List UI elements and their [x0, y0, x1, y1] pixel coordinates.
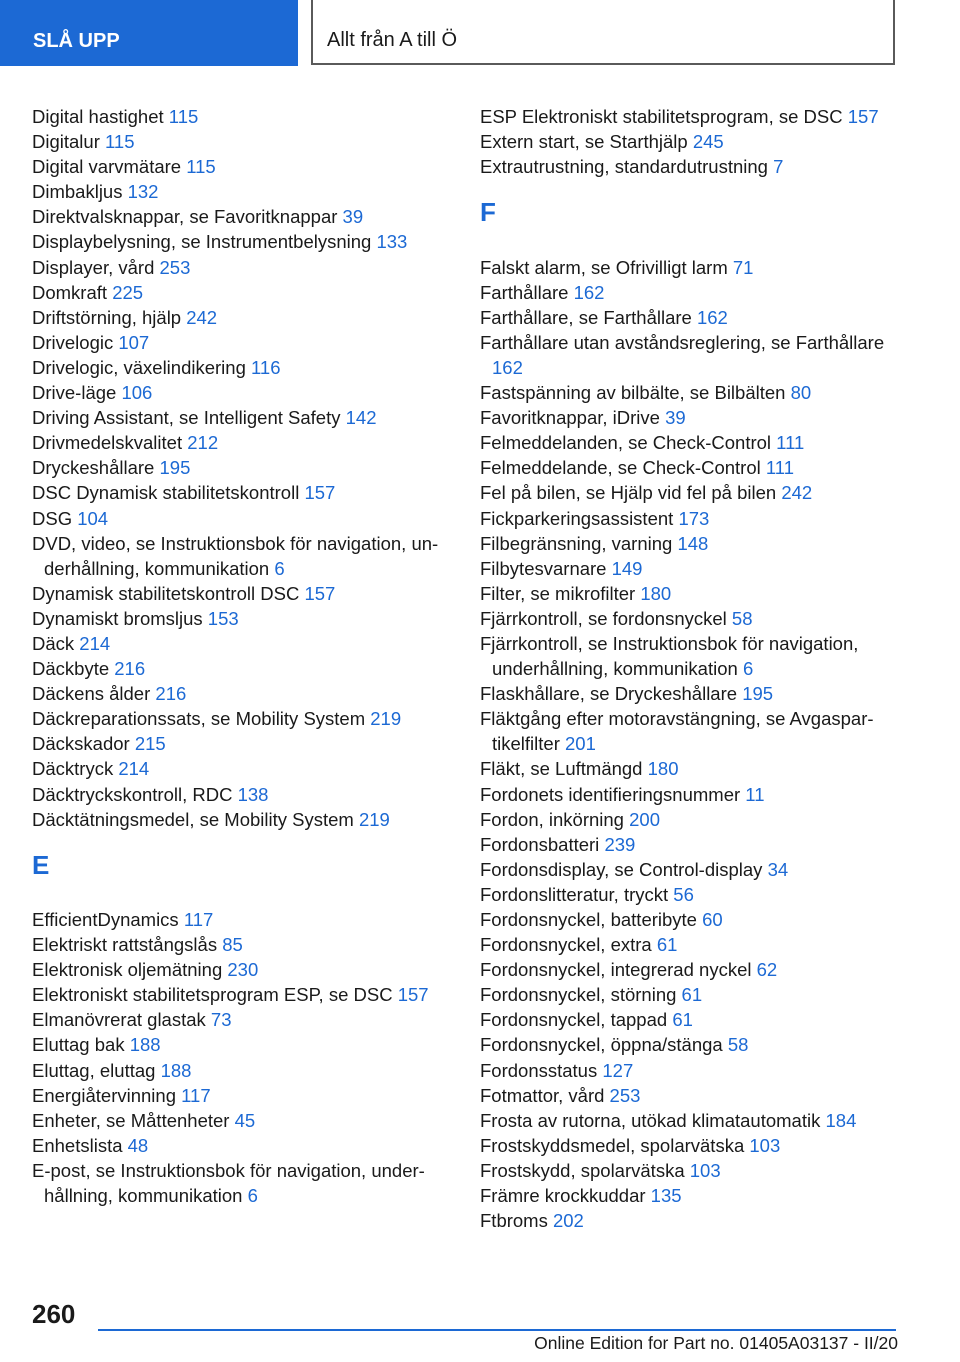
- index-page-link[interactable]: 6: [742, 658, 754, 680]
- index-page-link[interactable]: 116: [251, 356, 281, 378]
- index-entry-text: Fordonsnyckel, extra: [480, 934, 652, 956]
- index-entry: [32, 305, 462, 330]
- index-entry: [480, 455, 900, 480]
- index-entry: [32, 380, 462, 405]
- index-entry: [480, 1007, 900, 1032]
- index-entry: [32, 606, 462, 631]
- index-entry: [480, 1158, 900, 1183]
- index-page-link[interactable]: 225: [112, 281, 144, 303]
- index-entry-text: Fordonsnyckel, öppna/stänga: [480, 1034, 723, 1056]
- index-entry-text: Filbegränsning, varning: [480, 532, 673, 554]
- index-entry-text: Eluttag bak: [32, 1034, 125, 1056]
- index-letter: F: [480, 197, 496, 228]
- index-entry-text: Filbytesvarnare: [480, 557, 607, 579]
- index-entry: [32, 581, 462, 606]
- index-entry: [480, 957, 900, 982]
- index-entry: [32, 957, 462, 982]
- index-entry-text: Fel på bilen, se Hjälp vid fel på bilen: [480, 482, 777, 504]
- index-entry-text: Fjärrkontroll, se fordonsnyckel: [480, 607, 727, 629]
- index-letter-heading: [480, 179, 900, 254]
- index-entry: [32, 932, 462, 957]
- index-entry-text: Digitalur: [32, 131, 100, 153]
- index-page-link[interactable]: 73: [210, 1009, 232, 1031]
- index-entry: [32, 631, 462, 656]
- index-page-link[interactable]: 127: [602, 1059, 634, 1081]
- index-entry: [32, 480, 462, 505]
- index-page-link[interactable]: 184: [825, 1109, 857, 1131]
- index-page-link[interactable]: 6: [247, 1185, 258, 1207]
- index-entry: [480, 1208, 900, 1233]
- index-entry-text: DSG: [32, 507, 73, 529]
- index-column-left: [32, 104, 462, 1208]
- index-entry: [32, 982, 462, 1007]
- index-page-link[interactable]: 162: [696, 306, 728, 328]
- index-page-link[interactable]: 201: [565, 733, 596, 755]
- index-entry-text: Elmanövrerat glastak: [32, 1009, 206, 1031]
- index-page-link[interactable]: 61: [656, 934, 678, 956]
- index-page-link[interactable]: 71: [732, 256, 754, 278]
- index-entry-text: Fordonsdisplay, se Control-display: [480, 858, 763, 880]
- index-page-link[interactable]: 219: [370, 708, 402, 730]
- index-entry: [32, 204, 462, 229]
- index-page-link[interactable]: 239: [604, 833, 636, 855]
- footer-divider: [98, 1329, 896, 1331]
- index-entry-text: Däckbyte: [32, 658, 110, 680]
- index-page-link[interactable]: 62: [756, 959, 778, 981]
- index-entry: [480, 330, 900, 380]
- index-page-link[interactable]: 117: [181, 1084, 211, 1106]
- index-entry: [32, 405, 462, 430]
- index-entry-text: Falskt alarm, se Ofrivilligt larm: [480, 256, 728, 278]
- index-letter: E: [32, 849, 50, 880]
- index-entry-text: Fjärrkontroll, se Instruktionsbok för navigation, underhållning, kommunikation: [480, 632, 859, 680]
- index-entry: [32, 455, 462, 480]
- index-entry: [480, 1108, 900, 1133]
- index-page-link[interactable]: 111: [765, 457, 794, 479]
- index-entry: [480, 631, 900, 681]
- index-page-link[interactable]: 39: [665, 407, 686, 429]
- index-entry-text: Fastspänning av bilbälte, se Bilbälten: [480, 382, 786, 404]
- index-entry: [480, 756, 900, 781]
- index-entry-text: Fordonsbatteri: [480, 833, 600, 855]
- index-page-link[interactable]: 60: [702, 909, 723, 931]
- index-page-link[interactable]: 188: [160, 1059, 192, 1081]
- index-entry: [480, 1083, 900, 1108]
- index-entry: [32, 1058, 462, 1083]
- index-entry-text: Digital hastighet: [32, 106, 164, 127]
- index-page-link[interactable]: 115: [186, 156, 216, 178]
- index-page-link[interactable]: 162: [573, 281, 605, 303]
- index-entry-text: DVD, video, se Instruktionsbok för navigation, underhållning, kommunikation: [32, 532, 439, 579]
- index-entry-text: Fordon, inkörning: [480, 808, 624, 830]
- index-page-link[interactable]: 133: [376, 231, 408, 253]
- index-entry-text: Främre krockkuddar: [480, 1185, 646, 1207]
- index-page-link[interactable]: 245: [692, 131, 724, 153]
- chapter-title: Allt från A till Ö: [327, 29, 458, 51]
- index-entry: [480, 1058, 900, 1083]
- index-entry-text: Dryckeshållare: [32, 457, 155, 479]
- index-page-link[interactable]: 242: [781, 482, 813, 504]
- index-entry-text: Frostskyddsmedel, spolarvätska: [480, 1134, 745, 1156]
- section-tab[interactable]: [0, 0, 298, 66]
- index-entry: [480, 681, 900, 706]
- index-entry: [32, 179, 462, 204]
- index-entry-text: Fläktgång efter motoravstängning, se Avgaspartikelfilter: [480, 708, 874, 755]
- index-entry-text: Däcktryckskontroll, RDC: [32, 783, 233, 805]
- index-entry: [480, 782, 900, 807]
- index-entry: [32, 531, 462, 581]
- index-page-link[interactable]: 162: [492, 356, 523, 378]
- index-page-link[interactable]: 80: [790, 382, 812, 404]
- index-page-link[interactable]: 180: [640, 582, 672, 604]
- index-page-link[interactable]: 195: [159, 457, 191, 479]
- index-page-link[interactable]: 149: [611, 557, 643, 579]
- index-entry-text: Fordonsstatus: [480, 1059, 598, 1081]
- index-entry: [32, 104, 462, 129]
- index-entry-text: Drivelogic, växelindikering: [32, 356, 246, 378]
- index-entry: [480, 606, 900, 631]
- index-entry: [480, 380, 900, 405]
- index-entry: [480, 480, 900, 505]
- index-entry: [32, 255, 462, 280]
- index-entry-text: Driftstörning, hjälp: [32, 306, 182, 328]
- index-entry-text: Dynamiskt bromsljus: [32, 607, 203, 629]
- index-entry-text: Flaskhållare, se Dryckeshållare: [480, 683, 738, 705]
- index-entry-text: ESP Elektroniskt stabilitetsprogram, se DSC: [480, 106, 843, 127]
- page-header: [0, 0, 960, 66]
- index-page-link[interactable]: 58: [731, 607, 753, 629]
- index-page-link[interactable]: 11: [745, 783, 765, 805]
- index-entry: [32, 706, 462, 731]
- index-entry-text: Felmeddelanden, se Check-Control: [480, 432, 772, 454]
- index-entry-text: Displaybelysning, se Instrumentbelysning: [32, 231, 372, 253]
- index-entry: [480, 581, 900, 606]
- index-entry-text: Enhetslista: [32, 1134, 123, 1156]
- index-entry-text: Extern start, se Starthjälp: [480, 131, 688, 153]
- section-tab-label: SLÅ UPP: [33, 30, 120, 52]
- index-entry: [32, 681, 462, 706]
- index-entry-text: EfficientDynamics: [32, 909, 179, 931]
- index-entry: [480, 506, 900, 531]
- index-entry: [32, 154, 462, 179]
- index-page-link[interactable]: 61: [681, 984, 703, 1006]
- index-entry: [480, 280, 900, 305]
- index-entry-text: Fordonsnyckel, batteribyte: [480, 909, 697, 931]
- index-page-link[interactable]: 138: [237, 783, 269, 805]
- index-entry-text: Domkraft: [32, 281, 108, 303]
- index-entry-text: Eluttag, eluttag: [32, 1059, 156, 1081]
- index-entry: [480, 129, 900, 154]
- index-entry-text: Dimbakljus: [32, 181, 123, 203]
- index-entry-text: Favoritknappar, iDrive: [480, 407, 660, 429]
- index-entry-text: Frostskydd, spolarvätska: [480, 1159, 685, 1181]
- index-entry: [480, 907, 900, 932]
- index-page-link[interactable]: 107: [118, 331, 150, 353]
- index-page-link[interactable]: 153: [207, 607, 239, 629]
- index-entry-text: Fordonslitteratur, tryckt: [480, 883, 669, 905]
- index-entry-text: Felmeddelande, se Check-Control: [480, 457, 761, 479]
- index-page-link[interactable]: 157: [847, 106, 879, 127]
- index-page-link[interactable]: 58: [727, 1034, 749, 1056]
- index-page-link[interactable]: 111: [776, 432, 805, 454]
- index-entry: [32, 1083, 462, 1108]
- index-entry: [32, 782, 462, 807]
- index-entry: [480, 430, 900, 455]
- index-entry: [480, 104, 900, 129]
- index-entry-text: Fordonsnyckel, integrerad nyckel: [480, 959, 752, 981]
- index-entry-text: Däcktätningsmedel, se Mobility System: [32, 808, 354, 830]
- index-entry: [480, 932, 900, 957]
- index-page-link[interactable]: 253: [609, 1084, 641, 1106]
- index-entry: [480, 1133, 900, 1158]
- index-entry: [480, 882, 900, 907]
- index-page-link[interactable]: 85: [222, 934, 243, 956]
- index-entry-text: Drivelogic: [32, 331, 114, 353]
- index-entry-text: Farthållare utan avståndsreglering, se Farthållare: [480, 331, 885, 353]
- index-entry-text: Elektronisk oljemätning: [32, 959, 223, 981]
- index-entry-text: Energiåtervinning: [32, 1084, 176, 1106]
- index-entry: [480, 857, 900, 882]
- index-entry: [32, 656, 462, 681]
- index-page-link[interactable]: 115: [168, 106, 199, 127]
- index-page-link[interactable]: 216: [155, 683, 187, 705]
- index-entry-text: Drivmedelskvalitet: [32, 432, 183, 454]
- index-entry-text: Drive-läge: [32, 382, 117, 404]
- index-entry: [32, 280, 462, 305]
- index-entry-text: Fordonsnyckel, störning: [480, 984, 677, 1006]
- index-page-link[interactable]: 230: [227, 959, 259, 981]
- index-column-right: [480, 104, 900, 1233]
- index-entry-text: Enheter, se Måttenheter: [32, 1109, 230, 1131]
- index-entry-text: Direktvalsknappar, se Favoritknappar: [32, 206, 338, 228]
- index-entry-text: DSC Dynamisk stabilitetskontroll: [32, 482, 300, 504]
- index-entry: [480, 1032, 900, 1057]
- index-entry-text: Elektroniskt stabilitetsprogram ESP, se DSC: [32, 984, 393, 1006]
- index-page-link[interactable]: 132: [127, 181, 159, 203]
- index-entry: [32, 229, 462, 254]
- index-entry-text: Däckskador: [32, 733, 130, 755]
- index-entry-text: Fotmattor, vård: [480, 1084, 605, 1106]
- index-page-link[interactable]: 34: [767, 858, 789, 880]
- index-page-link[interactable]: 202: [552, 1210, 584, 1232]
- index-page-link[interactable]: 142: [345, 407, 377, 429]
- index-entry: [480, 405, 900, 430]
- index-entry: [32, 1108, 462, 1133]
- index-page-link[interactable]: 103: [749, 1134, 781, 1156]
- page-number: 260: [32, 1299, 76, 1329]
- footer-edition-text: Online Edition for Part no. 01405A03137 - II/20: [534, 1333, 898, 1353]
- index-page-link[interactable]: 39: [342, 206, 364, 228]
- index-entry-text: Däckens ålder: [32, 683, 151, 705]
- index-entry-text: Fläkt, se Luftmängd: [480, 758, 643, 780]
- index-page-link[interactable]: 48: [127, 1134, 149, 1156]
- index-entry: [480, 255, 900, 280]
- index-entry: [32, 330, 462, 355]
- index-page-link[interactable]: 215: [134, 733, 166, 755]
- index-entry: [32, 1007, 462, 1032]
- index-page-link[interactable]: 180: [647, 758, 679, 780]
- index-page-link[interactable]: 212: [187, 432, 219, 454]
- index-page-link[interactable]: 106: [121, 382, 153, 404]
- index-entry-text: Däckreparationssats, se Mobility System: [32, 708, 366, 730]
- index-entry-text: Digital varvmätare: [32, 156, 182, 178]
- index-entry-text: Fordonsnyckel, tappad: [480, 1009, 668, 1031]
- index-entry-text: E-post, se Instruktionsbok för navigation, underhållning, kommunikation: [32, 1159, 425, 1207]
- chapter-title-box: [311, 0, 895, 65]
- index-entry-text: Ftbroms: [480, 1210, 548, 1232]
- index-entry: [32, 1032, 462, 1057]
- index-page-link[interactable]: 216: [114, 658, 146, 680]
- index-page-link[interactable]: 157: [304, 582, 336, 604]
- index-letter-heading: [32, 832, 462, 907]
- index-entry-text: Däck: [32, 632, 75, 654]
- index-page-link[interactable]: 253: [159, 256, 191, 278]
- index-page-link[interactable]: 214: [118, 758, 150, 780]
- index-page-link[interactable]: 45: [234, 1109, 256, 1131]
- index-entry: [32, 506, 462, 531]
- index-entry: [32, 355, 462, 380]
- index-entry: [480, 982, 900, 1007]
- index-entry-text: Driving Assistant, se Intelligent Safety: [32, 407, 341, 429]
- index-entry-text: Fordonets identifieringsnummer: [480, 783, 741, 805]
- index-entry-text: Displayer, vård: [32, 256, 155, 278]
- index-page-link[interactable]: 148: [677, 532, 709, 554]
- index-entry: [32, 756, 462, 781]
- index-entry: [480, 305, 900, 330]
- index-entry: [32, 430, 462, 455]
- index-page-link[interactable]: 219: [358, 808, 390, 830]
- index-page-link[interactable]: 115: [105, 131, 135, 153]
- index-page-link[interactable]: 214: [79, 632, 111, 654]
- index-page-link[interactable]: 135: [650, 1185, 682, 1207]
- index-page-link[interactable]: 195: [742, 683, 774, 705]
- index-page-link[interactable]: 7: [773, 156, 784, 178]
- index-entry-text: Däcktryck: [32, 758, 114, 780]
- index-entry-text: Farthållare, se Farthållare: [480, 306, 692, 328]
- index-page-link[interactable]: 173: [678, 507, 710, 529]
- index-entry: [32, 1133, 462, 1158]
- index-page-link[interactable]: 242: [186, 306, 218, 328]
- index-page-link[interactable]: 61: [672, 1009, 693, 1031]
- index-entry-text: Farthållare: [480, 281, 569, 303]
- index-entry: [480, 1183, 900, 1208]
- index-page-link[interactable]: 188: [129, 1034, 161, 1056]
- index-entry: [480, 556, 900, 581]
- index-page-link[interactable]: 117: [183, 909, 214, 931]
- index-entry: [32, 907, 462, 932]
- index-entry-text: Extrautrustning, standardutrustning: [480, 156, 768, 178]
- index-entry: [32, 129, 462, 154]
- index-entry: [480, 531, 900, 556]
- index-page-link[interactable]: 157: [397, 984, 429, 1006]
- index-entry-text: Filter, se mikrofilter: [480, 582, 636, 604]
- index-page-link[interactable]: 6: [274, 557, 285, 579]
- index-entry: [32, 731, 462, 756]
- index-entry-text: Fickparkeringsassistent: [480, 507, 674, 529]
- index-entry-text: Dynamisk stabilitetskontroll DSC: [32, 582, 300, 604]
- index-page-link[interactable]: 56: [673, 883, 694, 905]
- index-page-link[interactable]: 157: [304, 482, 336, 504]
- index-page-link[interactable]: 104: [77, 507, 109, 529]
- index-entry-text: Elektriskt rattstångslås: [32, 934, 218, 956]
- index-entry: [480, 706, 900, 756]
- index-entry-text: Frosta av rutorna, utökad klimatautomatik: [480, 1109, 821, 1131]
- index-entry: [32, 1158, 462, 1208]
- index-entry: [480, 832, 900, 857]
- index-page-link[interactable]: 200: [629, 808, 660, 830]
- index-page-link[interactable]: 103: [689, 1159, 721, 1181]
- index-entry: [480, 807, 900, 832]
